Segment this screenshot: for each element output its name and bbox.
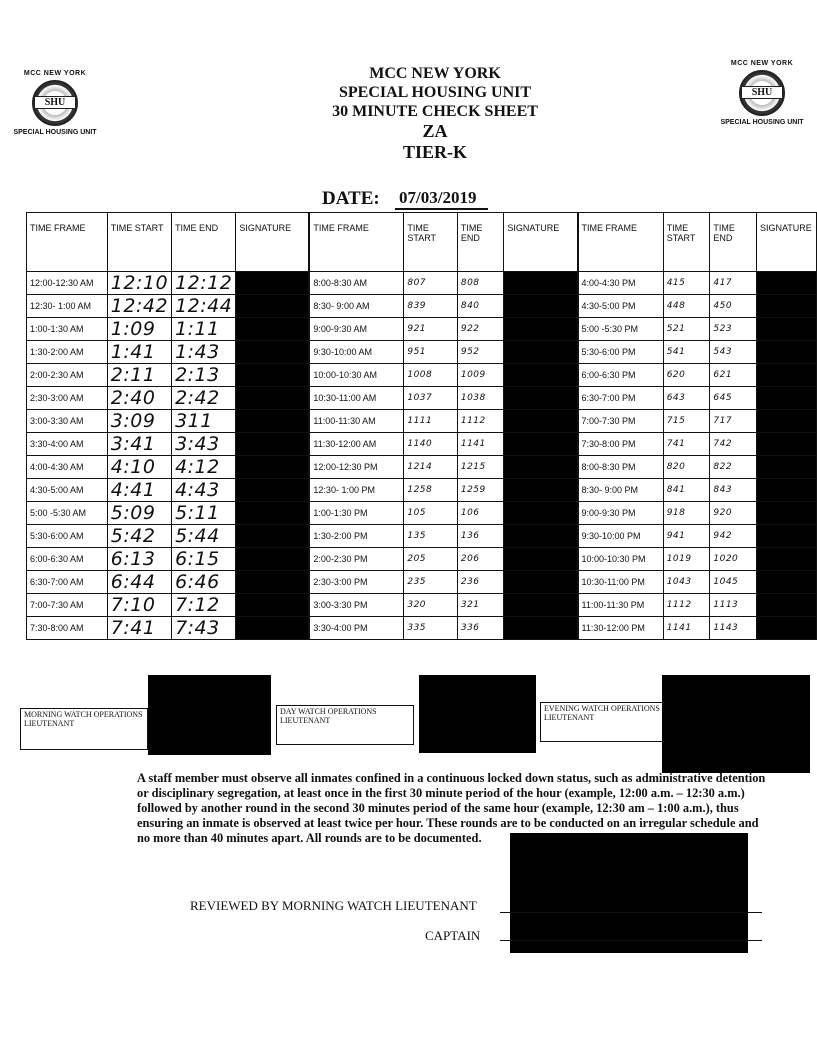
- time-end-cell: 136: [457, 525, 504, 548]
- morning-lieutenant-label: MORNING WATCH OPERATIONS LIEUTENANT: [20, 708, 148, 750]
- column-header: SIGNATURE: [756, 213, 816, 272]
- signature-cell: [756, 364, 816, 387]
- table-row: [27, 617, 817, 640]
- frame-cell: 3:30-4:00 PM: [309, 617, 403, 640]
- time-end-cell: 1141: [457, 433, 504, 456]
- time-end-cell: 822: [710, 456, 757, 479]
- time-end-cell: 2:13: [172, 364, 236, 387]
- table-row: [27, 571, 817, 594]
- time-end-cell: 808: [457, 272, 504, 295]
- frame-cell: 7:00-7:30 PM: [578, 410, 664, 433]
- frame-cell: 11:30-12:00 PM: [578, 617, 664, 640]
- time-start-cell: 1008: [404, 364, 457, 387]
- signature-cell: [504, 479, 578, 502]
- time-start-cell: 715: [663, 410, 710, 433]
- table-row: [27, 594, 817, 617]
- signature-cell: [504, 594, 578, 617]
- frame-cell: 1:30-2:00 AM: [27, 341, 108, 364]
- frame-cell: 10:00-10:30 AM: [309, 364, 403, 387]
- frame-cell: 9:00-9:30 PM: [578, 502, 664, 525]
- signature-cell: [236, 456, 310, 479]
- signature-cell: [504, 272, 578, 295]
- redacted-evening-signature: [662, 675, 810, 773]
- time-end-cell: 1:11: [172, 318, 236, 341]
- time-end-cell: 920: [710, 502, 757, 525]
- frame-cell: 9:30-10:00 AM: [309, 341, 403, 364]
- time-start-cell: 1019: [663, 548, 710, 571]
- left-logo: [10, 70, 100, 136]
- time-end-cell: 321: [457, 594, 504, 617]
- left-logo-bottom-text: SPECIAL HOUSING UNIT: [13, 129, 97, 136]
- time-end-cell: 543: [710, 341, 757, 364]
- signature-cell: [756, 456, 816, 479]
- document-header: [250, 64, 620, 163]
- signature-cell: [236, 525, 310, 548]
- frame-cell: 8:30- 9:00 AM: [309, 295, 403, 318]
- time-end-cell: 1045: [710, 571, 757, 594]
- time-end-cell: 311: [172, 410, 236, 433]
- frame-cell: 9:00-9:30 AM: [309, 318, 403, 341]
- table-row: [27, 272, 817, 295]
- frame-cell: 4:00-4:30 PM: [578, 272, 664, 295]
- time-end-cell: 952: [457, 341, 504, 364]
- time-start-cell: 3:09: [107, 410, 171, 433]
- signature-cell: [236, 318, 310, 341]
- signature-cell: [504, 364, 578, 387]
- signature-cell: [236, 272, 310, 295]
- time-end-cell: 12:44: [172, 295, 236, 318]
- frame-cell: 8:30- 9:00 PM: [578, 479, 664, 502]
- reviewed-by-label: REVIEWED BY MORNING WATCH LIEUTENANT: [190, 898, 477, 913]
- signature-cell: [504, 548, 578, 571]
- time-start-cell: 12:42: [107, 295, 171, 318]
- frame-cell: 2:00-2:30 PM: [309, 548, 403, 571]
- signature-cell: [756, 410, 816, 433]
- time-end-cell: 1143: [710, 617, 757, 640]
- time-start-cell: 2:40: [107, 387, 171, 410]
- table-row: [27, 410, 817, 433]
- column-header: SIGNATURE: [504, 213, 578, 272]
- frame-cell: 2:30-3:00 PM: [309, 571, 403, 594]
- time-end-cell: 1:43: [172, 341, 236, 364]
- time-end-cell: 1038: [457, 387, 504, 410]
- signature-cell: [756, 433, 816, 456]
- left-seal-text: SHU: [34, 96, 76, 109]
- signature-cell: [236, 502, 310, 525]
- time-end-cell: 7:12: [172, 594, 236, 617]
- frame-cell: 3:00-3:30 AM: [27, 410, 108, 433]
- table-body: [27, 272, 817, 640]
- frame-cell: 3:00-3:30 PM: [309, 594, 403, 617]
- time-start-cell: 918: [663, 502, 710, 525]
- evening-lieutenant-label: EVENING WATCH OPERATIONS LIEUTENANT: [540, 702, 664, 742]
- frame-cell: 11:30-12:00 AM: [309, 433, 403, 456]
- frame-cell: 12:00-12:30 AM: [27, 272, 108, 295]
- table-row: [27, 318, 817, 341]
- time-end-cell: 450: [710, 295, 757, 318]
- header-line-5: TIER-K: [402, 142, 467, 162]
- frame-cell: 2:30-3:00 AM: [27, 387, 108, 410]
- time-start-cell: 235: [404, 571, 457, 594]
- time-start-cell: 7:10: [107, 594, 171, 617]
- signature-cell: [756, 548, 816, 571]
- signature-cell: [756, 272, 816, 295]
- time-start-cell: 1111: [404, 410, 457, 433]
- time-start-cell: 620: [663, 364, 710, 387]
- time-end-cell: 12:12: [172, 272, 236, 295]
- time-start-cell: 2:11: [107, 364, 171, 387]
- right-seal-text: SHU: [741, 86, 783, 99]
- redacted-morning-signature: [148, 675, 271, 755]
- time-start-cell: 1141: [663, 617, 710, 640]
- frame-cell: 10:00-10:30 PM: [578, 548, 664, 571]
- time-start-cell: 7:41: [107, 617, 171, 640]
- column-header: TIME END: [710, 213, 757, 272]
- captain-label: CAPTAIN: [425, 928, 481, 943]
- signature-cell: [236, 433, 310, 456]
- signature-cell: [236, 387, 310, 410]
- time-start-cell: 521: [663, 318, 710, 341]
- frame-cell: 3:30-4:00 AM: [27, 433, 108, 456]
- column-header: TIME START: [107, 213, 171, 272]
- time-end-cell: 3:43: [172, 433, 236, 456]
- signature-cell: [236, 617, 310, 640]
- frame-cell: 6:30-7:00 AM: [27, 571, 108, 594]
- table-row: [27, 525, 817, 548]
- time-start-cell: 807: [404, 272, 457, 295]
- time-end-cell: 6:46: [172, 571, 236, 594]
- time-end-cell: 1113: [710, 594, 757, 617]
- time-end-cell: 1112: [457, 410, 504, 433]
- table-row: [27, 502, 817, 525]
- table-row: [27, 479, 817, 502]
- signature-cell: [504, 525, 578, 548]
- shu-seal-icon: [739, 70, 785, 116]
- redacted-day-signature: [419, 675, 536, 753]
- column-header: TIME FRAME: [309, 213, 403, 272]
- time-end-cell: 106: [457, 502, 504, 525]
- right-logo-top-text: MCC NEW YORK: [730, 60, 794, 67]
- table-row: [27, 456, 817, 479]
- signature-cell: [236, 479, 310, 502]
- frame-cell: 6:00-6:30 PM: [578, 364, 664, 387]
- time-start-cell: 105: [404, 502, 457, 525]
- day-lieutenant-label: DAY WATCH OPERATIONS LIEUTENANT: [276, 705, 414, 745]
- time-start-cell: 741: [663, 433, 710, 456]
- header-line-2: SPECIAL HOUSING UNIT: [338, 84, 532, 101]
- frame-cell: 10:30-11:00 AM: [309, 387, 403, 410]
- frame-cell: 5:00 -5:30 PM: [578, 318, 664, 341]
- frame-cell: 8:00-8:30 PM: [578, 456, 664, 479]
- table-row: [27, 364, 817, 387]
- redacted-notice-block: [510, 833, 748, 953]
- frame-cell: 7:30-8:00 AM: [27, 617, 108, 640]
- time-end-cell: 4:43: [172, 479, 236, 502]
- signature-cell: [756, 617, 816, 640]
- date-label: DATE:: [322, 188, 380, 209]
- table-header-row: [27, 213, 817, 272]
- signature-cell: [504, 295, 578, 318]
- time-start-cell: 841: [663, 479, 710, 502]
- time-start-cell: 3:41: [107, 433, 171, 456]
- signature-cell: [756, 341, 816, 364]
- frame-cell: 5:00 -5:30 AM: [27, 502, 108, 525]
- time-end-cell: 206: [457, 548, 504, 571]
- time-start-cell: 541: [663, 341, 710, 364]
- time-start-cell: 820: [663, 456, 710, 479]
- frame-cell: 4:30-5:00 AM: [27, 479, 108, 502]
- time-start-cell: 135: [404, 525, 457, 548]
- frame-cell: 9:30-10:00 PM: [578, 525, 664, 548]
- time-start-cell: 1214: [404, 456, 457, 479]
- time-start-cell: 951: [404, 341, 457, 364]
- signature-cell: [756, 295, 816, 318]
- frame-cell: 10:30-11:00 PM: [578, 571, 664, 594]
- time-start-cell: 1258: [404, 479, 457, 502]
- frame-cell: 5:30-6:00 AM: [27, 525, 108, 548]
- frame-cell: 5:30-6:00 PM: [578, 341, 664, 364]
- signature-cell: [504, 341, 578, 364]
- left-logo-top-text: MCC NEW YORK: [23, 70, 87, 77]
- signature-cell: [756, 594, 816, 617]
- time-end-cell: 1020: [710, 548, 757, 571]
- time-start-cell: 5:42: [107, 525, 171, 548]
- time-start-cell: 320: [404, 594, 457, 617]
- signature-cell: [236, 594, 310, 617]
- time-end-cell: 645: [710, 387, 757, 410]
- time-end-cell: 942: [710, 525, 757, 548]
- time-start-cell: 1112: [663, 594, 710, 617]
- signature-cell: [504, 456, 578, 479]
- time-end-cell: 7:43: [172, 617, 236, 640]
- time-start-cell: 1037: [404, 387, 457, 410]
- header-line-4: ZA: [422, 121, 448, 141]
- time-end-cell: 2:42: [172, 387, 236, 410]
- frame-cell: 4:30-5:00 PM: [578, 295, 664, 318]
- time-start-cell: 6:13: [107, 548, 171, 571]
- time-end-cell: 843: [710, 479, 757, 502]
- time-start-cell: 839: [404, 295, 457, 318]
- table-row: [27, 295, 817, 318]
- signature-cell: [504, 410, 578, 433]
- time-start-cell: 643: [663, 387, 710, 410]
- table-row: [27, 548, 817, 571]
- signature-cell: [236, 295, 310, 318]
- frame-cell: 12:30- 1:00 AM: [27, 295, 108, 318]
- time-start-cell: 1140: [404, 433, 457, 456]
- time-end-cell: 1259: [457, 479, 504, 502]
- table-row: [27, 433, 817, 456]
- table-row: [27, 387, 817, 410]
- time-start-cell: 448: [663, 295, 710, 318]
- time-start-cell: 4:10: [107, 456, 171, 479]
- signature-cell: [504, 387, 578, 410]
- frame-cell: 7:30-8:00 PM: [578, 433, 664, 456]
- signature-cell: [236, 364, 310, 387]
- time-end-cell: 742: [710, 433, 757, 456]
- time-end-cell: 1215: [457, 456, 504, 479]
- shu-seal-icon: [32, 80, 78, 126]
- frame-cell: 1:00-1:30 AM: [27, 318, 108, 341]
- time-end-cell: 1009: [457, 364, 504, 387]
- header-line-1: MCC NEW YORK: [369, 65, 501, 82]
- frame-cell: 1:30-2:00 PM: [309, 525, 403, 548]
- time-start-cell: 1:41: [107, 341, 171, 364]
- signature-cell: [504, 617, 578, 640]
- signature-cell: [504, 571, 578, 594]
- frame-cell: 8:00-8:30 AM: [309, 272, 403, 295]
- date-value: 07/03/2019: [395, 188, 488, 210]
- signature-cell: [236, 548, 310, 571]
- time-end-cell: 922: [457, 318, 504, 341]
- frame-cell: 12:00-12:30 PM: [309, 456, 403, 479]
- time-end-cell: 621: [710, 364, 757, 387]
- signature-cell: [504, 502, 578, 525]
- time-end-cell: 5:11: [172, 502, 236, 525]
- frame-cell: 1:00-1:30 PM: [309, 502, 403, 525]
- frame-cell: 11:00-11:30 AM: [309, 410, 403, 433]
- signature-cell: [236, 410, 310, 433]
- time-start-cell: 335: [404, 617, 457, 640]
- signature-cell: [236, 341, 310, 364]
- signature-cell: [756, 502, 816, 525]
- time-start-cell: 1:09: [107, 318, 171, 341]
- signature-cell: [756, 479, 816, 502]
- time-end-cell: 523: [710, 318, 757, 341]
- time-start-cell: 12:10: [107, 272, 171, 295]
- time-start-cell: 415: [663, 272, 710, 295]
- column-header: TIME START: [663, 213, 710, 272]
- signature-cell: [236, 571, 310, 594]
- time-end-cell: 717: [710, 410, 757, 433]
- time-start-cell: 1043: [663, 571, 710, 594]
- frame-cell: 6:30-7:00 PM: [578, 387, 664, 410]
- table-row: [27, 341, 817, 364]
- time-end-cell: 236: [457, 571, 504, 594]
- right-logo-bottom-text: SPECIAL HOUSING UNIT: [720, 119, 804, 126]
- time-end-cell: 6:15: [172, 548, 236, 571]
- column-header: TIME END: [457, 213, 504, 272]
- frame-cell: 4:00-4:30 AM: [27, 456, 108, 479]
- column-header: TIME END: [172, 213, 236, 272]
- signature-cell: [756, 525, 816, 548]
- check-sheet-table: [26, 212, 817, 640]
- signature-cell: [504, 318, 578, 341]
- time-end-cell: 840: [457, 295, 504, 318]
- time-start-cell: 6:44: [107, 571, 171, 594]
- header-line-3: 30 MINUTE CHECK SHEET: [332, 103, 538, 120]
- signature-cell: [756, 318, 816, 341]
- signature-cell: [756, 387, 816, 410]
- frame-cell: 2:00-2:30 AM: [27, 364, 108, 387]
- time-start-cell: 5:09: [107, 502, 171, 525]
- column-header: TIME FRAME: [27, 213, 108, 272]
- column-header: TIME START: [404, 213, 457, 272]
- reviewed-signature-line: [500, 912, 762, 913]
- frame-cell: 11:00-11:30 PM: [578, 594, 664, 617]
- column-header: TIME FRAME: [578, 213, 664, 272]
- time-end-cell: 4:12: [172, 456, 236, 479]
- captain-signature-line: [500, 940, 762, 941]
- time-start-cell: 4:41: [107, 479, 171, 502]
- policy-notice: A staff member must observe all inmates confined in a continuous locked down status, such as administrative detention or disciplinary segregation, at least once in the first 30 minute period of the hour (example, 12:00 a.m. – 12:30 a.m.) followed by another round in the second 30 minutes period of the same hour (example, 12:30 am – 1:00 a.m.), thus ensuring an inmate is observed at least twice per hour. These rounds are to be conducted on an irregular schedule and no more than 40 minutes apart. All rounds are to be documented.: [137, 771, 766, 845]
- time-start-cell: 205: [404, 548, 457, 571]
- time-end-cell: 336: [457, 617, 504, 640]
- right-logo: [717, 60, 807, 126]
- column-header: SIGNATURE: [236, 213, 310, 272]
- signature-cell: [504, 433, 578, 456]
- signature-cell: [756, 571, 816, 594]
- frame-cell: 7:00-7:30 AM: [27, 594, 108, 617]
- frame-cell: 6:00-6:30 AM: [27, 548, 108, 571]
- frame-cell: 12:30- 1:00 PM: [309, 479, 403, 502]
- time-start-cell: 921: [404, 318, 457, 341]
- time-start-cell: 941: [663, 525, 710, 548]
- time-end-cell: 417: [710, 272, 757, 295]
- time-end-cell: 5:44: [172, 525, 236, 548]
